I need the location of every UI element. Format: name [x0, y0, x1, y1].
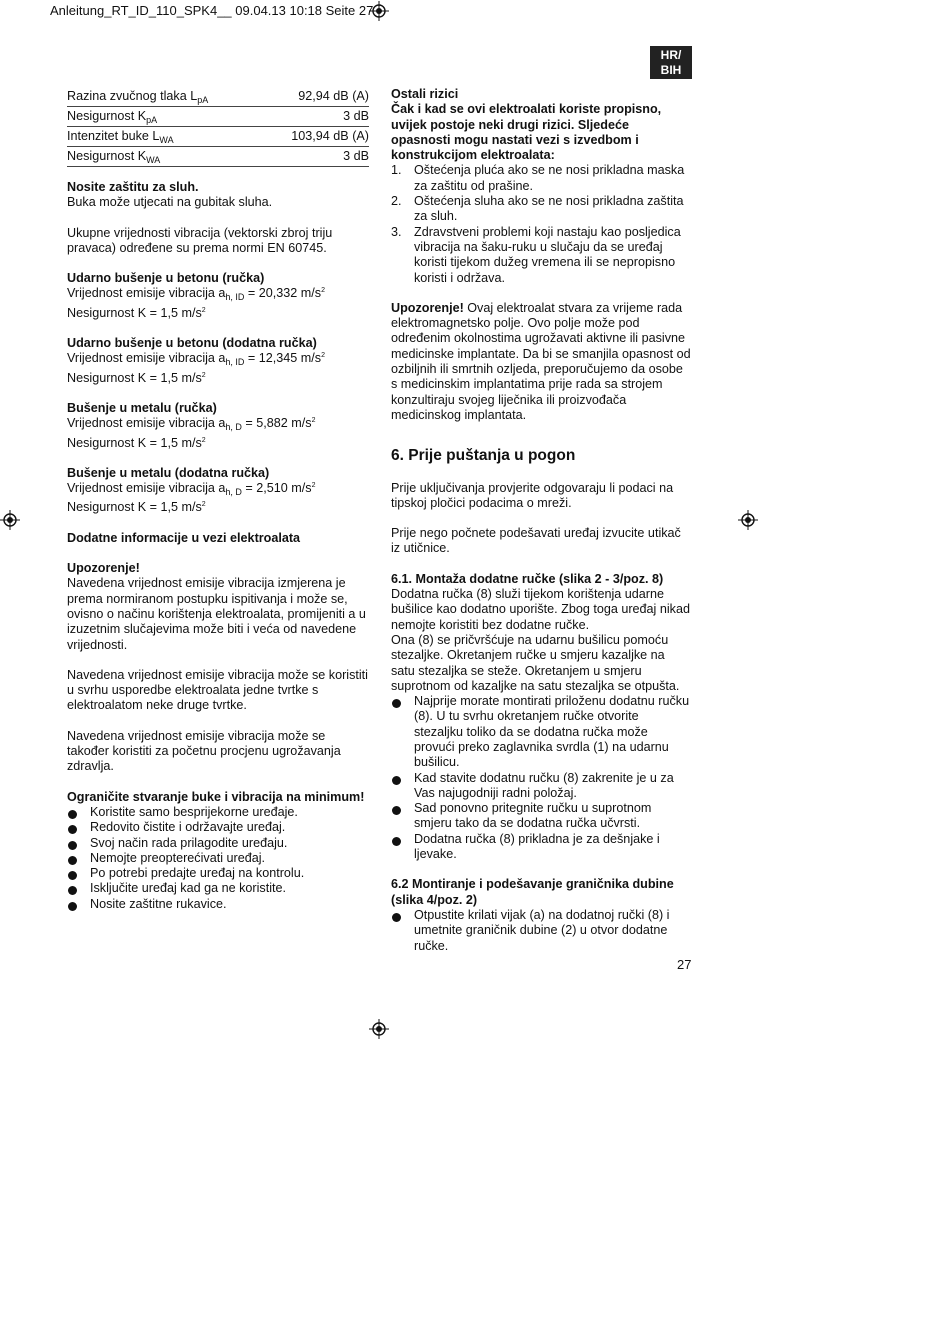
limit-noise-title: Ograničite stvaranje buke i vibracija na minimum!	[67, 789, 365, 804]
registration-mark-bottom	[369, 1019, 389, 1039]
list-item: Najprije morate montirati priloženu dodatnu ručku (8). U tu svrhu okretanjem ručke otvorite stezaljku toliko da se dodatna ručka može provući preko zaglavnika svrdla (1) na udarnu bušilicu.	[391, 694, 691, 770]
list-item: Sad ponovno pritegnite ručku u suprotnom smjeru tako da se dodatna ručka učvrsti.	[391, 801, 691, 832]
vibration-block-title: Udarno bušenje u betonu (dodatna ručka)	[67, 336, 317, 351]
list-item: Nosite zaštitne rukavice.	[67, 897, 369, 912]
list-item: 2. Oštećenja sluha ako se ne nosi prikladna zaštita za sluh.	[391, 194, 684, 224]
language-tab-line2: BIH	[660, 63, 682, 77]
page-number: 27	[677, 957, 692, 972]
list-item: Otpustite krilati vijak (a) na dodatnoj ručki (8) i umetnite graničnik dubine (2) u otvor dodatne ručke.	[391, 908, 691, 954]
vibration-uncertainty: Nesigurnost K = 1,5 $m/s^2$	[67, 305, 206, 320]
section-6-paragraph: Prije uključivanja provjerite odgovaraju li podaci na tipskoj pločici podacima o mreži.	[391, 480, 674, 510]
file-header: Anleitung_RT_ID_110_SPK4__ 09.04.13 10:18 Seite 27	[50, 3, 374, 18]
left-column	[67, 87, 369, 912]
vibration-emission: Vrijednost emisije vibracija $a_{h, D} = 5,882$ $m/s^2$	[67, 416, 316, 433]
vibration-emission: Vrijednost emisije vibracija $a_{h, ID} = 12,345$ $m/s^2$	[67, 351, 326, 368]
registration-mark-top	[369, 1, 389, 21]
language-tab	[650, 46, 692, 79]
vibration-emission: Vrijednost emisije vibracija $a_{h, D} = 2,510$ $m/s^2$	[67, 481, 316, 498]
list-item: Isključite uređaj kad ga ne koristite.	[67, 881, 369, 896]
spec-label: Intenzitet buke $L_{WA}$	[67, 127, 262, 147]
section-6-1-list	[391, 694, 691, 862]
residual-risks-title: Ostali rizici	[391, 87, 459, 101]
vibration-intro: Ukupne vrijednosti vibracija (vektorski zbroj triju pravaca) određene su prema normi EN 60745.	[67, 225, 333, 255]
vibration-block-title: Udarno bušenje u betonu (ručka)	[67, 271, 265, 286]
hearing-protection-text: Buka može utjecati na gubitak sluha.	[67, 195, 273, 210]
table-row	[67, 107, 369, 127]
section-6-title: 6. Prije puštanja u pogon	[391, 447, 576, 465]
hearing-protection-title: Nosite zaštitu za sluh.	[67, 180, 199, 194]
noise-spec-table	[67, 87, 369, 167]
right-column	[391, 87, 691, 954]
list-item: Nemojte preopterećivati uređaj.	[67, 851, 369, 866]
table-row	[67, 127, 369, 147]
spec-label: Nesigurnost $K_{pA}$	[67, 107, 262, 127]
language-tab-line1: HR/	[660, 48, 682, 62]
limit-noise-list	[67, 805, 369, 912]
section-6-paragraph: Prije nego počnete podešavati uređaj izvucite utikač iz utičnice.	[391, 526, 681, 556]
vibration-uncertainty: Nesigurnost K = 1,5 $m/s^2$	[67, 370, 206, 385]
vibration-emission: Vrijednost emisije vibracija $a_{h, ID} = 20,332$ $m/s^2$	[67, 286, 326, 303]
spec-value: 3 dB	[262, 147, 369, 167]
registration-mark-left	[0, 510, 20, 530]
list-item: Svoj način rada prilagodite uređaju.	[67, 836, 369, 851]
spec-value: 103,94 dB (A)	[262, 127, 369, 147]
vibration-uncertainty: Nesigurnost K = 1,5 $m/s^2$	[67, 500, 206, 515]
section-6-1-paragraph: Dodatna ručka (8) služi tijekom korištenja udarne bušilice kao dodatno uporište. Zbog toga uređaj nikad nemojte koristiti bez dodatne ručke.	[391, 587, 690, 632]
spec-value: 3 dB	[262, 107, 369, 127]
list-item: Koristite samo besprijekorne uređaje.	[67, 805, 369, 820]
residual-risks-list	[391, 163, 691, 285]
list-item: Po potrebi predajte uređaj na kontrolu.	[67, 866, 369, 881]
warning-paragraph: Navedena vrijednost emisije vibracija izmjerena je prema normiranom postupku ispitivanja i može se, ovisno o načinu korištenja elektroalata, promijeniti a u izuzetnim slučajevima može biti i veća od navedene vrijednosti.	[67, 576, 366, 652]
vibration-block-title: Bušenje u metalu (dodatna ručka)	[67, 465, 270, 480]
list-item: 3. Zdravstveni problemi koji nastaju kao posljedica vibracija na šaku-ruku u slučaju da se uređaj koristi tijekom dužeg vremena ili se nepropisno koristi i održava.	[391, 224, 681, 285]
section-6-2-title: 6.2 Montiranje i podešavanje graničnika dubine (slika 4/poz. 2)	[391, 877, 674, 907]
section-6-2-list	[391, 908, 691, 954]
vibration-uncertainty: Nesigurnost K = 1,5 $m/s^2$	[67, 435, 206, 450]
spec-label: Razina zvučnog tlaka $L_{pA}$	[67, 87, 262, 107]
table-row	[67, 87, 369, 107]
section-6-1-paragraph: Ona (8) se pričvršćuje na udarnu bušilicu pomoću stezaljke. Okretanjem ručke u smjeru kazaljke na satu stezaljka se steže. Okretanjem u smjeru suprotnom od kazaljke na satu stezaljka se otpušta.	[391, 632, 680, 693]
spec-value: 92,94 dB (A)	[262, 87, 369, 107]
registration-mark-right	[738, 510, 758, 530]
warning-paragraph: Navedena vrijednost emisije vibracija može se također koristiti za početnu procjenu ugrožavanja zdravlja.	[67, 728, 341, 774]
list-item: Dodatna ručka (8) prikladna je za dešnjake i ljevake.	[391, 832, 691, 863]
extra-info-title: Dodatne informacije u vezi elektroalata	[67, 530, 301, 545]
section-6-1-title: 6.1. Montaža dodatne ručke (slika 2 - 3/poz. 8)	[391, 571, 664, 586]
list-item: Kad stavite dodatnu ručku (8) zakrenite je u za Vas najugodniji radni položaj.	[391, 771, 691, 802]
vibration-block-title: Bušenje u metalu (ručka)	[67, 400, 217, 415]
spec-label: Nesigurnost $K_{WA}$	[67, 147, 262, 167]
em-field-warning: Upozorenje! Ovaj elektroalat stvara za vrijeme rada elektromagnetsko polje. Ovo polje može pod određenim okolnostima ugrožavati aktivne ili pasivne medicinske implantate. Da bi se smanjila opasnost od ozbiljnih ili smrtnih ozljeda, preporučujemo da osobe s medicinskim implantatima prije rada sa strojem konzultiraju svojeg liječnika ili proizvođača medicinskog implantata.	[391, 300, 691, 422]
warning-title: Upozorenje!	[67, 561, 140, 576]
list-item: Redovito čistite i održavajte uređaj.	[67, 820, 369, 835]
warning-paragraph: Navedena vrijednost emisije vibracija može se koristiti u svrhu usporedbe elektroalata jedne tvrtke s elektroalatom neke druge tvrtke.	[67, 667, 368, 713]
residual-risks-intro: Čak i kad se ovi elektroalati koriste propisno, uvijek postoje neki drugi rizici. Sljedeće opasnosti mogu nastati vezi s izvedbom i konstrukcijom elektroalata:	[391, 102, 662, 163]
list-item: 1. Oštećenja pluća ako se ne nosi prikladna maska za zaštitu od prašine.	[391, 163, 685, 193]
table-row	[67, 147, 369, 167]
